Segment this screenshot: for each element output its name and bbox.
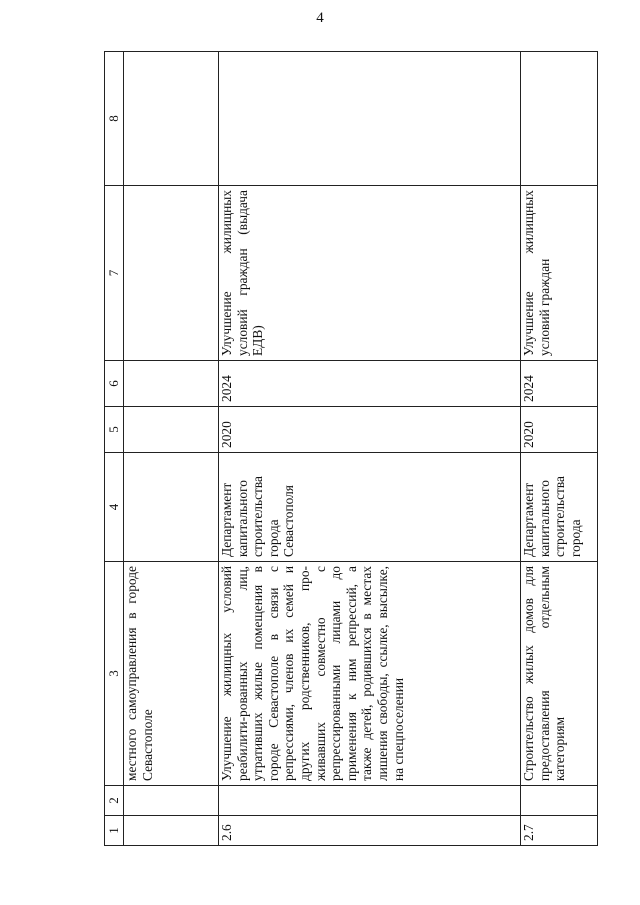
header-cell: 4 <box>105 453 124 562</box>
end-year-cell <box>124 361 219 407</box>
header-cell: 2 <box>105 786 124 816</box>
start-year-cell: 2020 <box>219 407 521 453</box>
measure-name-cell: Строительство жилых домов для предоставления отдельным категориям <box>521 562 598 786</box>
executor-cell: Департамент капитального строительства города Севастополя <box>219 453 521 562</box>
result-cell <box>124 186 219 361</box>
page-number: 4 <box>316 10 324 26</box>
executor-cell <box>124 453 219 562</box>
measure-name-cell: местного самоуправления в городе Севастополе <box>124 562 219 786</box>
header-cell: 8 <box>105 52 124 186</box>
cell-col2 <box>124 786 219 816</box>
table-row <box>219 52 521 846</box>
start-year-cell <box>124 407 219 453</box>
row-number-cell: 2.6 <box>219 816 521 846</box>
table-row <box>124 52 219 846</box>
cell-col8 <box>124 52 219 186</box>
end-year-cell: 2024 <box>521 361 598 407</box>
start-year-cell: 2020 <box>521 407 598 453</box>
cell-col8 <box>521 52 598 186</box>
cell-col2 <box>521 786 598 816</box>
cell-col2 <box>219 786 521 816</box>
table-row <box>521 52 598 846</box>
row-number-cell: 2.7 <box>521 816 598 846</box>
row-number-cell <box>124 816 219 846</box>
result-cell: Улучшение жилищных условий граждан <box>521 186 598 361</box>
header-cell: 7 <box>105 186 124 361</box>
rotated-table-container <box>104 52 598 846</box>
header-cell: 5 <box>105 407 124 453</box>
header-row <box>105 52 124 846</box>
cell-col8 <box>219 52 521 186</box>
executor-cell: Департамент капитального строительства города <box>521 453 598 562</box>
header-cell: 6 <box>105 361 124 407</box>
end-year-cell: 2024 <box>219 361 521 407</box>
header-cell: 1 <box>105 816 124 846</box>
measures-table <box>104 51 598 846</box>
header-cell: 3 <box>105 562 124 786</box>
measure-name-cell: Улучшение жилищных условий реабилити-рованных лиц, утративших жилые помещения в городе Севастополе в связи с репрессиями, членов их семей и других родственников, про-живавших совместно с репрессированными лицами до применения к ним репрессий, а также детей, родившихся в местах лишения свободы, ссылке, высылке, на спецпоселении <box>219 562 521 786</box>
result-cell: Улучшение жилищных условий граждан (выдача ЕДВ) <box>219 186 521 361</box>
